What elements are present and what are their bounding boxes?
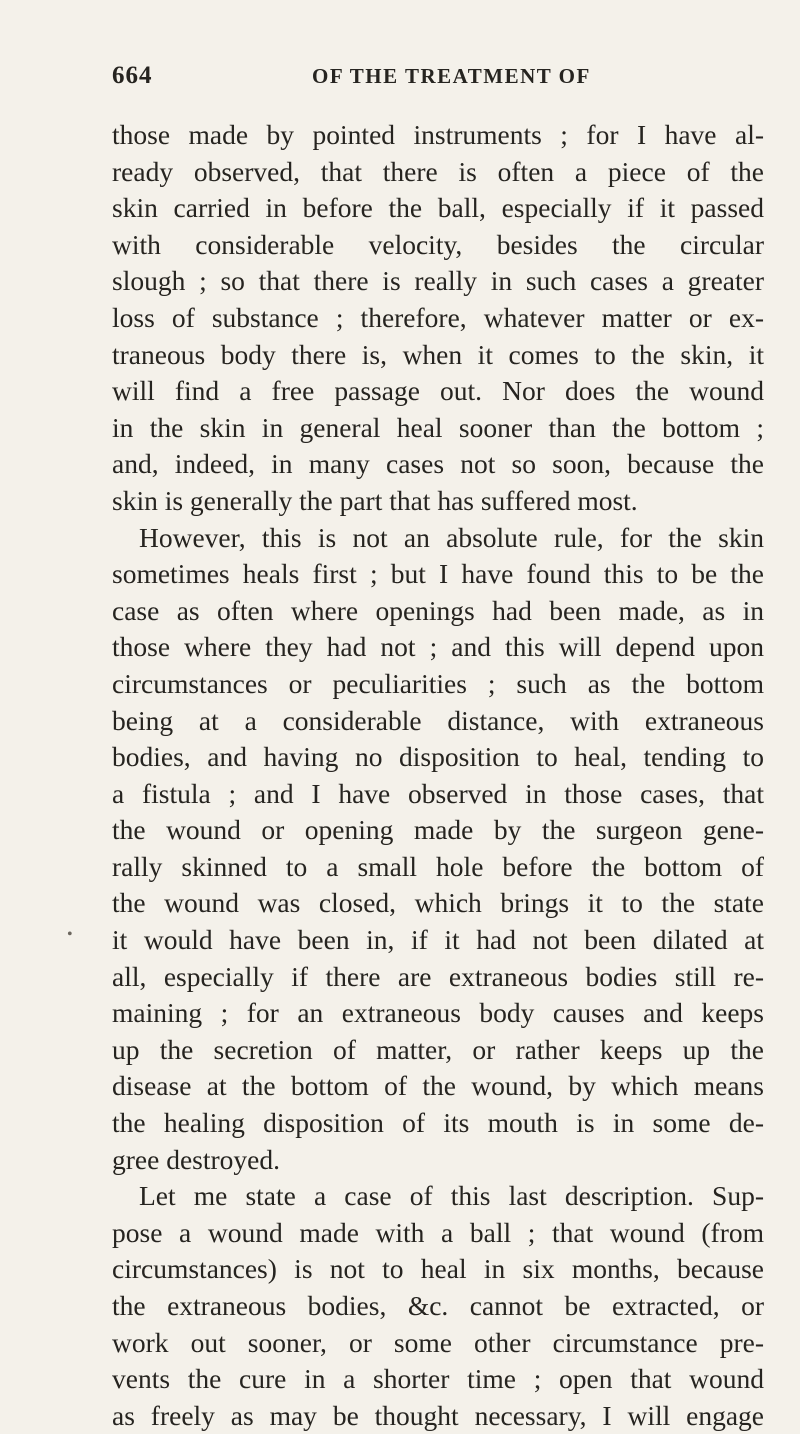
text-line: rally skinned to a small hole before the bottom of [112,850,764,882]
running-head: OF THE TREATMENT OF [312,64,591,88]
text-line: sometimes heals first ; but I have found this to be the [112,558,764,590]
text-line: However, this is not an absolute rule, for the skin [139,521,764,553]
text-line: the wound or opening made by the surgeon gene- [112,814,764,846]
text-line: will find a free passage out. Nor does the wound [112,375,764,407]
text-line: bodies, and having no disposition to heal, tending to [112,741,764,773]
text-line: pose a wound made with a ball ; that wound (from [112,1216,764,1248]
text-line: in the skin in general heal sooner than the bottom ; [112,411,764,443]
text-line: ready observed, that there is often a piece of the [112,155,764,187]
text-line: circumstances or peculiarities ; such as the bottom [112,667,764,699]
text-line: a fistula ; and I have observed in those cases, that [112,777,764,809]
text-line: those where they had not ; and this will depend upon [112,631,764,663]
text-line: work out sooner, or some other circumstance pre- [112,1326,764,1358]
text-line: disease at the bottom of the wound, by which means [112,1070,764,1102]
page-number: 664 [112,62,153,89]
text-line: the wound was closed, which brings it to the state [112,887,764,919]
text-line: it would have been in, if it had not been dilated at [112,924,764,956]
text-line: maining ; for an extraneous body causes and keeps [112,997,764,1029]
text-line: up the secretion of matter, or rather keeps up the [112,1033,764,1065]
text-line: loss of substance ; therefore, whatever matter or ex- [112,301,764,333]
text-line: as freely as may be thought necessary, I will engage [112,1399,764,1431]
page-header [112,62,764,102]
text-line: all, especially if there are extraneous bodies still re- [112,960,764,992]
text-line: vents the cure in a shorter time ; open that wound [112,1363,764,1395]
text-line: gree destroyed. [112,1143,280,1175]
text-line: case as often where openings had been made, as in [112,594,764,626]
body-text [112,117,764,1434]
text-line: and, indeed, in many cases not so soon, because the [112,448,764,480]
margin-mark: • [67,926,73,943]
text-line: Let me state a case of this last description. Sup- [139,1180,764,1212]
text-line: traneous body there is, when it comes to the skin, it [112,338,764,370]
text-line: skin carried in before the ball, especially if it passed [112,192,764,224]
text-line: the extraneous bodies, &c. cannot be extracted, or [112,1290,764,1321]
text-line: skin is generally the part that has suffered most. [112,484,638,516]
text-line: with considerable velocity, besides the circular [112,228,764,260]
text-line: circumstances) is not to heal in six months, because [112,1253,764,1285]
text-line: being at a considerable distance, with extraneous [112,704,764,736]
text-line: slough ; so that there is really in such cases a greater [112,265,764,297]
text-line: those made by pointed instruments ; for I have al- [112,119,764,150]
text-line: the healing disposition of its mouth is in some de- [112,1107,764,1139]
